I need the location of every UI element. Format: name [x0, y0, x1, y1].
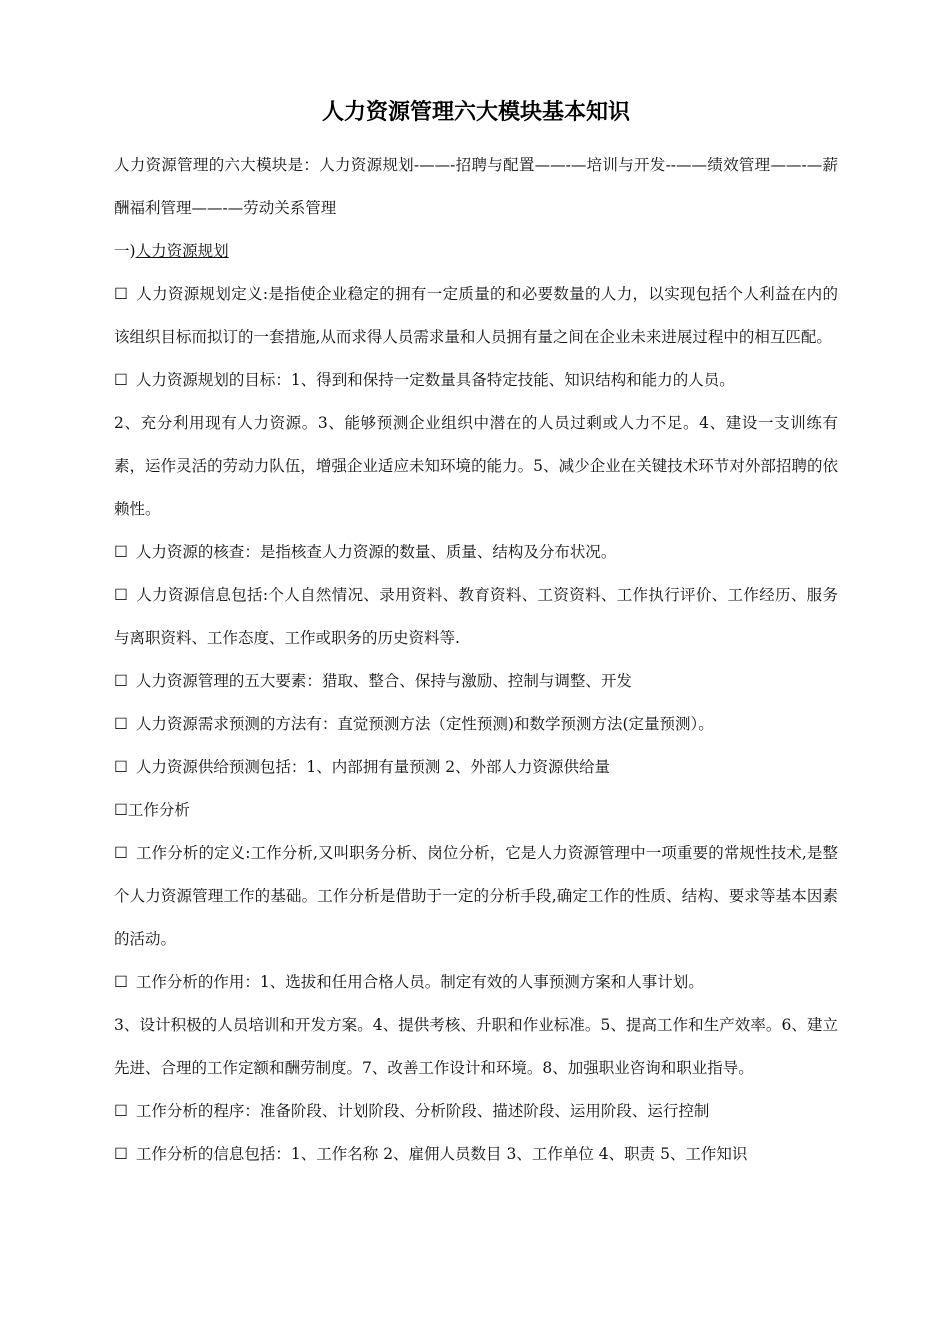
paragraph-text: 人力资源管理的五大要素：猎取、整合、保持与激励、控制与调整、开发	[135, 672, 632, 690]
section-number: 一)	[114, 242, 136, 260]
paragraph-hr-planning-goals	[114, 359, 838, 402]
paragraph-job-analysis-role-continued: 3、设计积极的人员培训和开发方案。4、提供考核、升职和作业标准。5、提高工作和生产效率。6、建立先进、合理的工作定额和酬劳制度。7、改善工作设计和环境。8、加强职业咨询和职业指导。	[114, 1016, 838, 1077]
paragraph-job-analysis-procedure	[114, 1090, 838, 1133]
paragraph-text: 人力资源的核查：是指核查人力资源的数量、质量、结构及分布状况。	[135, 543, 617, 561]
checkbox-icon: ☐	[114, 371, 128, 389]
paragraph-text: 工作分析的信息包括：1、工作名称 2、雇佣人员数目 3、工作单位 4、职责 5、工作知识	[135, 1145, 748, 1163]
paragraph-text: 工作分析的程序：准备阶段、计划阶段、分析阶段、描述阶段、运用阶段、运行控制	[135, 1102, 710, 1120]
paragraph-text: 人力资源规划定义:是指使企业稳定的拥有一定质量的和必要数量的人力，以实现包括个人利益在内的该组织目标而拟订的一套措施,从而求得人员需求量和人员拥有量之间在企业未来进展过程中的相互匹配。	[114, 285, 838, 346]
checkbox-icon: ☐	[114, 758, 128, 776]
intro-paragraph: 人力资源管理的六大模块是：人力资源规划-——-招聘与配置——-—培训与开发--——绩效管理——-—薪酬福利管理——-—劳动关系管理	[114, 156, 838, 217]
checkbox-icon: ☐	[114, 844, 128, 862]
paragraph-job-analysis-role	[114, 961, 838, 1004]
paragraph-job-analysis-heading	[114, 789, 838, 832]
document-title: 人力资源管理六大模块基本知识	[321, 100, 630, 125]
section-heading	[114, 230, 838, 273]
paragraph-demand-forecast	[114, 703, 838, 746]
checkbox-icon: ☐	[114, 1102, 128, 1120]
paragraph-hr-planning-definition	[114, 273, 838, 359]
checkbox-icon: ☐	[114, 801, 128, 819]
checkbox-icon: ☐	[114, 973, 128, 991]
checkbox-icon: ☐	[114, 543, 128, 561]
paragraph-hr-planning-goals-continued: 2、充分利用现有人力资源。3、能够预测企业组织中潜在的人员过剩或人力不足。4、建设一支训练有素，运作灵活的劳动力队伍，增强企业适应未知环境的能力。5、减少企业在关键技术环节对外部招聘的依赖性。	[114, 414, 838, 518]
paragraph-text: 人力资源规划的目标：1、得到和保持一定数量具备特定技能、知识结构和能力的人员。	[135, 371, 735, 389]
checkbox-icon: ☐	[114, 1145, 128, 1163]
section-title: 人力资源规划	[135, 242, 229, 260]
checkbox-icon: ☐	[114, 672, 128, 690]
paragraph-text: 工作分析	[127, 801, 190, 819]
paragraph-text: 人力资源供给预测包括：1、内部拥有量预测 2、外部人力资源供给量	[135, 758, 611, 776]
checkbox-icon: ☐	[114, 715, 128, 733]
paragraph-text: 工作分析的定义:工作分析,又叫职务分析、岗位分析，它是人力资源管理中一项重要的常规性技术,是整个人力资源管理工作的基础。工作分析是借助于一定的分析手段,确定工作的性质、结构、要求等基本因素的活动。	[114, 844, 838, 948]
paragraph-job-analysis-definition	[114, 832, 838, 961]
paragraph-text: 工作分析的作用：1、选拔和任用合格人员。制定有效的人事预测方案和人事计划。	[135, 973, 704, 991]
paragraph-text: 人力资源信息包括:个人自然情况、录用资料、教育资料、工资资料、工作执行评价、工作经历、服务与离职资料、工作态度、工作或职务的历史资料等.	[114, 586, 838, 647]
checkbox-icon: ☐	[114, 285, 128, 303]
paragraph-supply-forecast	[114, 746, 838, 789]
paragraph-hr-audit	[114, 531, 838, 574]
paragraph-hr-information	[114, 574, 838, 660]
paragraph-five-elements	[114, 660, 838, 703]
checkbox-icon: ☐	[114, 586, 128, 604]
paragraph-text: 人力资源需求预测的方法有：直觉预测方法（定性预测)和数学预测方法(定量预测）。	[135, 715, 714, 733]
paragraph-job-analysis-information	[114, 1133, 838, 1176]
